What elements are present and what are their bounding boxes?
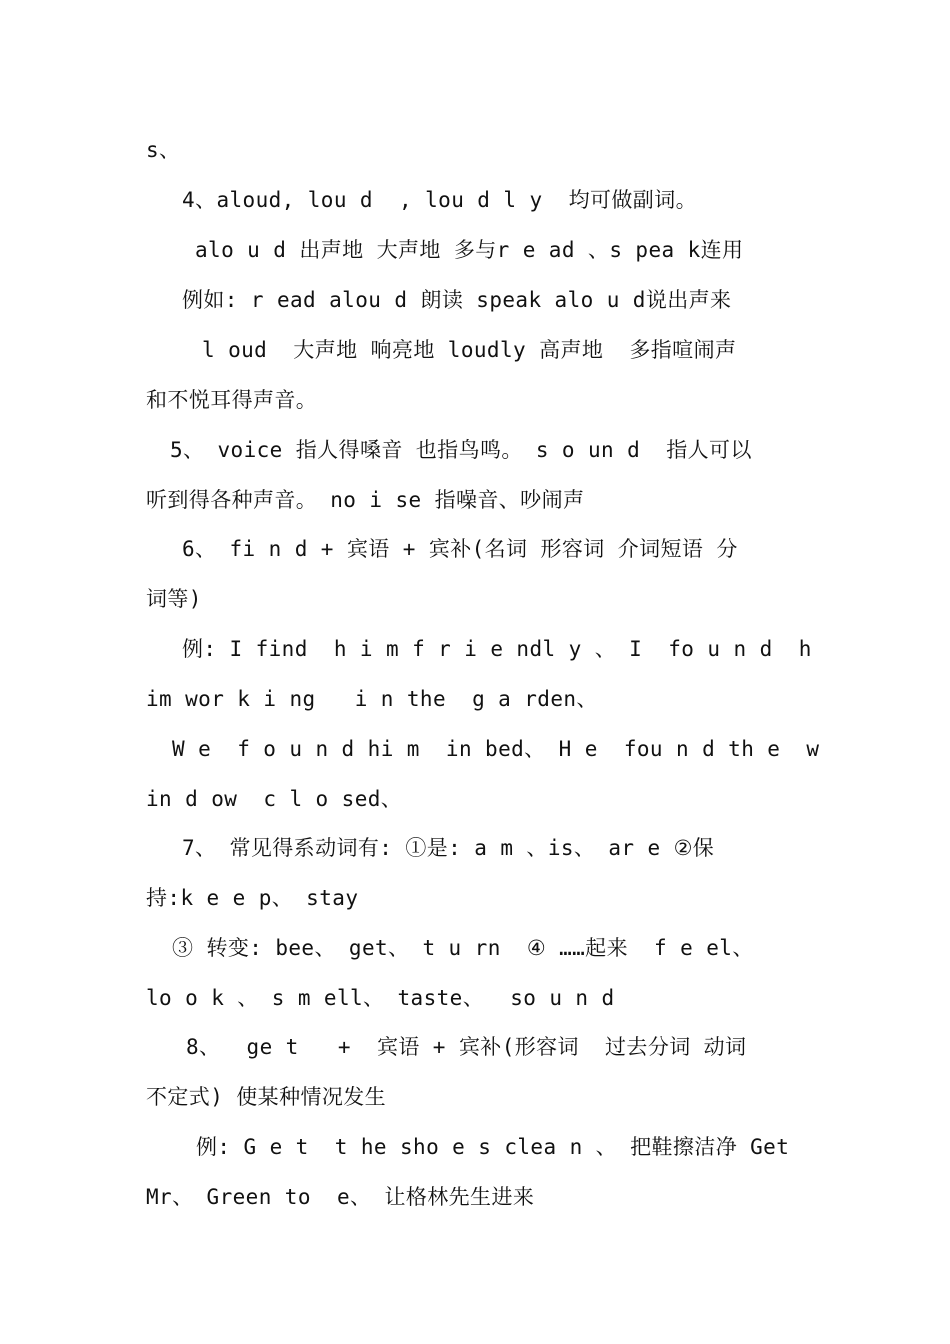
text-line: 8、 ge t + 宾语 + 宾补(形容词 过去分词 动词 [186,1035,747,1059]
text-line: in d ow c l o sed、 [146,787,403,811]
text-line: 例如: r ead alou d 朗读 speak alo u d说出声来 [182,288,732,312]
text-line: 不定式) 使某种情况发生 [146,1085,387,1109]
text-line: 听到得各种声音。 no i se 指噪音、吵闹声 [146,488,585,512]
text-line: 6、 fi n d + 宾语 + 宾补(名词 形容词 介词短语 分 [182,537,738,561]
text-line: Mr、 Green to e、 让格林先生进来 [146,1185,535,1209]
text-line: s、 [146,138,181,162]
text-line: alo u d 出声地 大声地 多与r e ad 、s pea k连用 [195,238,744,262]
text-line: ③ 转变: bee、 get、 t u rn ④ ……起来 f e el、 [172,936,754,960]
text-line: 例: I find h i m f r i e ndl y 、 I fo u n d h [182,637,812,661]
text-line: l oud 大声地 响亮地 loudly 高声地 多指喧闹声 [202,338,737,362]
text-line: 7、 常见得系动词有: ①是: a m 、is、 ar e ②保 [182,836,715,860]
text-line: 词等) [146,587,202,611]
text-line: 例: G e t t he sho e s clea n 、 把鞋擦洁净 Get [196,1135,790,1159]
text-line: 4、aloud, lou d , lou d l y 均可做副词。 [182,188,698,212]
text-line: lo o k 、 s m ell、 taste、 so u n d [146,986,615,1010]
text-line: W e f o u n d hi m in bed、 H e fou n d th e w [172,737,820,761]
text-line: 持:k e e p、 stay [146,886,359,910]
text-line: im wor k i ng i n the g a rden、 [146,687,598,711]
text-line: 5、 voice 指人得嗓音 也指鸟鸣。 s o un d 指人可以 [170,438,752,462]
text-line: 和不悦耳得声音。 [146,388,318,412]
